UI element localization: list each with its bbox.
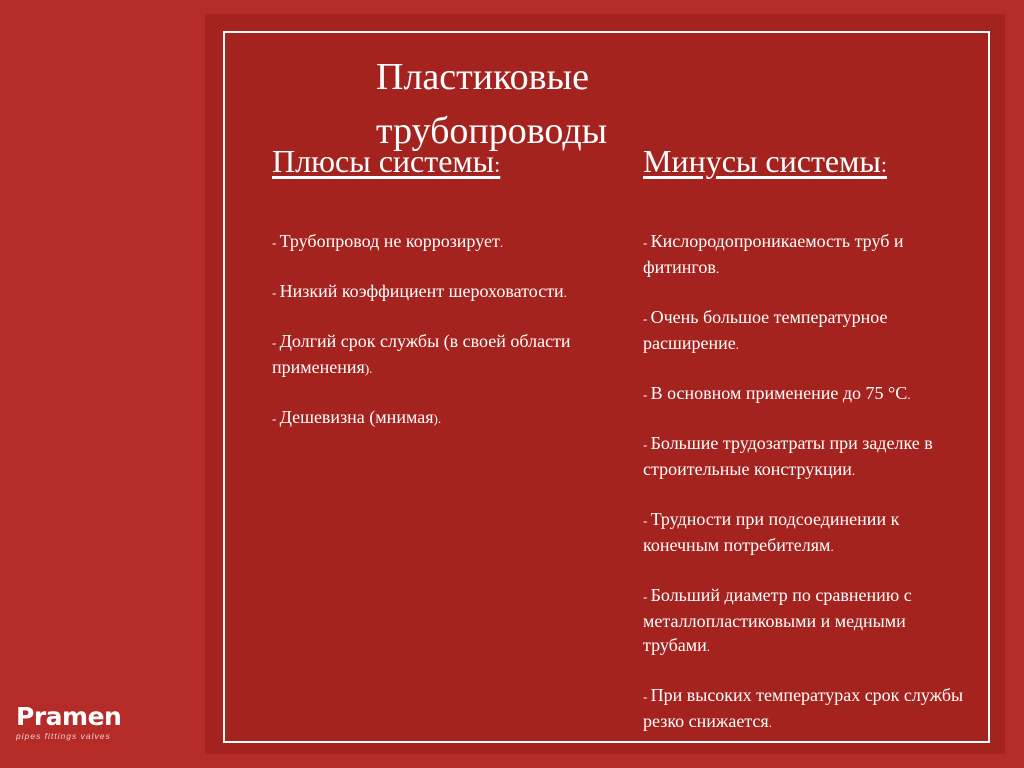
cons-item xyxy=(643,229,973,281)
pros-item-text: Низкий коэффициент шероховатости xyxy=(279,281,564,301)
item-dash: - xyxy=(272,235,280,250)
pros-heading xyxy=(272,143,602,183)
item-dash: - xyxy=(643,311,651,326)
cons-item-text: При высоких температурах срок службы резко снижается xyxy=(643,685,964,731)
item-dash: - xyxy=(643,437,651,452)
cons-item xyxy=(643,431,973,483)
cons-item-text: Трудности при подсоединении к конечным потребителям xyxy=(643,509,900,555)
pramen-logo xyxy=(16,704,146,741)
cons-item xyxy=(643,381,973,407)
item-dash: - xyxy=(643,513,651,528)
item-dash: - xyxy=(643,235,651,250)
cons-item-text: В основном применение до 75 °С xyxy=(650,383,908,403)
pros-item-text: Трубопровод не коррозирует xyxy=(279,231,500,251)
item-dash: - xyxy=(272,285,280,300)
item-end: ). xyxy=(364,361,373,376)
item-dash: - xyxy=(272,335,280,350)
cons-heading-colon: : xyxy=(880,152,887,177)
pros-item-text: Долгий срок службы (в своей области применения xyxy=(272,331,571,377)
pros-item xyxy=(272,229,602,255)
cons-heading xyxy=(643,143,973,183)
item-end: . xyxy=(907,387,911,402)
item-end: . xyxy=(735,337,739,352)
logo-wordmark: Pramen xyxy=(16,702,122,731)
cons-item xyxy=(643,683,973,735)
pros-column xyxy=(272,143,602,455)
item-end: . xyxy=(768,715,772,730)
logo-tagline: pipes fittings valves xyxy=(16,731,111,741)
pros-item xyxy=(272,329,602,381)
item-end: . xyxy=(715,261,720,276)
cons-item-text: Очень большое температурное расширение xyxy=(643,307,888,353)
item-end: ). xyxy=(433,411,442,426)
item-dash: - xyxy=(643,589,651,604)
cons-item xyxy=(643,507,973,559)
item-dash: - xyxy=(643,387,651,402)
item-end: . xyxy=(563,285,567,300)
cons-heading-text: Минусы системы xyxy=(643,143,881,179)
item-end: . xyxy=(706,639,711,654)
cons-column xyxy=(643,143,973,759)
item-end: . xyxy=(499,235,504,250)
item-dash: - xyxy=(643,689,651,704)
pros-item xyxy=(272,405,602,431)
cons-item-text: Большие трудозатраты при заделке в строительные конструкции xyxy=(643,433,933,479)
pros-item xyxy=(272,279,602,305)
pros-heading-colon: : xyxy=(494,152,501,177)
cons-item-text: Больший диаметр по сравнению с металлопластиковыми и медными трубами xyxy=(643,585,912,655)
slide-title: Пластиковые трубопроводы xyxy=(376,56,608,152)
item-end: . xyxy=(851,463,856,478)
pros-heading-text: Плюсы системы xyxy=(272,143,495,179)
pros-item-text: Дешевизна (мнимая xyxy=(279,407,434,427)
cons-item-text: Кислородопроникаемость труб и фитингов xyxy=(643,231,904,277)
cons-item xyxy=(643,583,973,659)
cons-item xyxy=(643,305,973,357)
item-end: . xyxy=(830,539,834,554)
item-dash: - xyxy=(272,411,280,426)
